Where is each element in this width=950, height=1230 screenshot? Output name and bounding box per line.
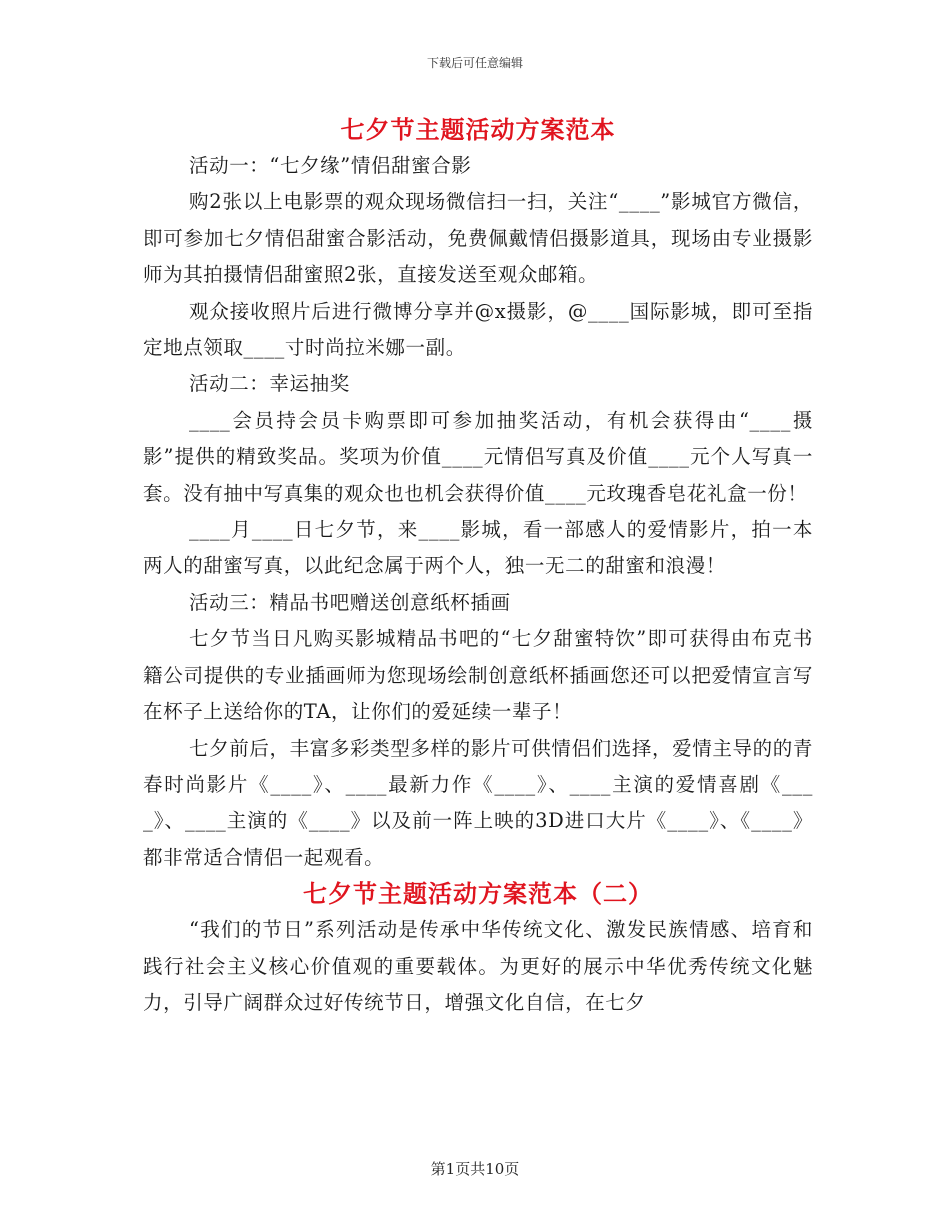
paragraph: 活动三：精品书吧赠送创意纸杯插画 xyxy=(189,590,511,614)
section-2-title: 七夕节主题活动方案范本（二） xyxy=(303,879,653,909)
paragraph: ____会员持会员卡购票即可参加抽奖活动，有机会获得由“____摄影”提供的精致奖品。奖项为价值____元情侣写真及价值____元个人写真一套。没有抽中写真集的观众也也机会获得价值____元玫瑰香皂花礼盒一份！ xyxy=(143,408,813,505)
paragraph: 活动二：幸运抽奖 xyxy=(189,372,350,396)
document-body xyxy=(143,112,813,1021)
paragraph: 七夕前后，丰富多彩类型多样的影片可供情侣们选择，爱情主导的的青春时尚影片《____》、____最新力作《____》、____主演的爱情喜剧《____》、____主演的《____》以及前一阵上映的3D进口大片《____》、《____》都非常适合情侣一起观看。 xyxy=(143,736,813,869)
paragraph: 七夕节当日凡购买影城精品书吧的“七夕甜蜜特饮”即可获得由布克书籍公司提供的专业插画师为您现场绘制创意纸杯插画您还可以把爱情宣言写在杯子上送给你的TA，让你们的爱延续一辈子！ xyxy=(143,627,813,724)
paragraph: 购2张以上电影票的观众现场微信扫一扫，关注“____”影城官方微信，即可参加七夕情侣甜蜜合影活动，免费佩戴情侣摄影道具，现场由专业摄影师为其拍摄情侣甜蜜照2张，直接发送至观众邮箱。 xyxy=(143,190,813,287)
paragraph: “我们的节日”系列活动是传承中华传统文化、激发民族情感、培育和践行社会主义核心价值观的重要载体。为更好的展示中华优秀传统文化魅力，引导广阔群众过好传统节日，增强文化自信，在七夕 xyxy=(143,918,813,1014)
paragraph: 观众接收照片后进行微博分享并@x摄影，@____国际影城，即可至指定地点领取____寸时尚拉米娜一副。 xyxy=(143,299,813,360)
page-header-note: 下载后可任意编辑 xyxy=(426,56,523,70)
paragraph: 活动一：“七夕缘”情侣甜蜜合影 xyxy=(189,154,472,177)
paragraph: ____月____日七夕节，来____影城，看一部感人的爱情影片，拍一本两人的甜蜜写真，以此纪念属于两个人，独一无二的甜蜜和浪漫！ xyxy=(143,518,813,578)
section-1-title: 七夕节主题活动方案范本 xyxy=(340,115,616,144)
page-number-footer: 第1页共10页 xyxy=(430,1160,520,1178)
